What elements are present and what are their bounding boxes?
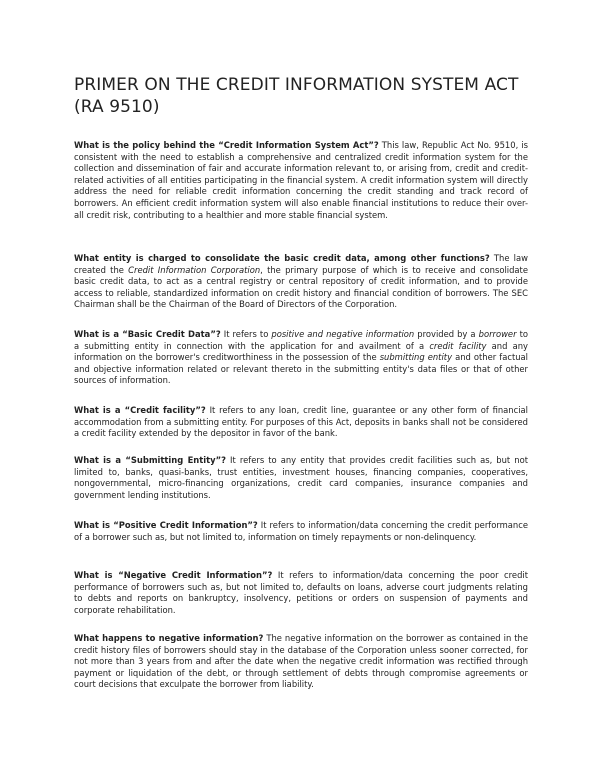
answer: provided by a	[414, 329, 479, 339]
answer: to a submitting entity in connection with the application for and availment of a	[74, 329, 528, 351]
answer: It refers to information/data concerning the poor credit performance of borrowers such as, but not limited to, defaults on loans, adverse court judgments relating to debts and reports on bankruptcy, insolvency, petitions or orders on suspension of payments and corporate rehabilitation.	[74, 570, 529, 615]
section-negative-info	[74, 570, 528, 616]
question: What is “Negative Credit Information”?	[74, 570, 273, 580]
answer-emphasis: credit facility	[429, 340, 487, 351]
question: What entity is charged to consolidate the basic credit data, among other functions?	[74, 253, 490, 263]
question: What is a “Submitting Entity”?	[74, 455, 226, 465]
question: What is a “Credit facility”?	[74, 405, 206, 415]
section-positive-info	[74, 520, 528, 543]
document-title: PRIMER ON THE CREDIT INFORMATION SYSTEM ACT (RA 9510)	[74, 75, 519, 117]
answer: and other factual and objective information related or relevant thereto in the submitting entity's data files or that of other sources of information.	[74, 352, 528, 386]
answer-emphasis: Credit Information Corporation	[128, 264, 261, 275]
question: What is a “Basic Credit Data”?	[74, 329, 221, 339]
answer: The law created the	[74, 253, 528, 275]
question: What is “Positive Credit Information”?	[74, 520, 258, 530]
answer: It refers to any loan, credit line, guarantee or any other form of financial accommodation from a submitting entity. For purposes of this Act, deposits in banks shall not be considered a credit facility extended by the depositor in favor of the bank.	[74, 405, 529, 439]
answer: and any information on the borrower's creditworthiness in the possession of the	[74, 340, 528, 363]
answer: It refers to	[220, 329, 272, 339]
question: What happens to negative information?	[74, 633, 264, 643]
answer-emphasis: borrower	[478, 329, 517, 339]
answer: This law, Republic Act No. 9510, is consistent with the need to establish a comprehensive and centralized credit information system for the collection and dissemination of fair and accurate information relevant to, or arising from, credit and credit-related activities of all entities participating in the financial system. A credit information system will directly address the need for reliable credit information concerning the credit standing and track record of borrowers. An efficient credit information system will also enable financial institutions to reduce their over-all credit risk, contributing to a healthier and more stable financial system.	[74, 140, 528, 220]
answer: The negative information on the borrower as contained in the credit history files of borrowers should stay in the database of the Corporation unless sooner corrected, for not more than 3 years from and after the date when the negative credit information was rectified through payment or liquidation of the debt, or through settlement of debts through compromise agreements or court decisions that exculpate the borrower from liability.	[74, 633, 528, 690]
section-policy	[74, 140, 528, 221]
answer: It refers to any entity that provides credit facilities such as, but not limited to, banks, quasi-banks, trust entities, investment houses, financing companies, cooperatives, nongovernmental, micro-financing organizations, credit card companies, insurance companies and government lending institutions.	[74, 455, 528, 500]
section-credit-facility	[74, 405, 528, 440]
section-submitting-entity	[74, 455, 528, 501]
answer-emphasis: positive and negative information	[271, 329, 415, 339]
question: What is the policy behind the “Credit Information System Act”?	[74, 140, 379, 150]
section-basic-credit-data	[74, 329, 528, 387]
answer: It refers to information/data concerning the credit performance of a borrower such as, but not limited to, information on timely repayments or non-delinquency.	[74, 520, 528, 542]
section-entity	[74, 253, 528, 311]
answer-emphasis: submitting entity	[379, 352, 453, 363]
answer: , the primary purpose of which is to receive and consolidate basic credit data, to act as a central registry or central repository of credit information, and to provide access to reliable, standardized information on credit history and financial condition of borrowers. The SEC Chairman shall be the Chairman of the Board of Directors of the Corporation.	[74, 264, 528, 310]
section-negative-handling	[74, 633, 528, 691]
